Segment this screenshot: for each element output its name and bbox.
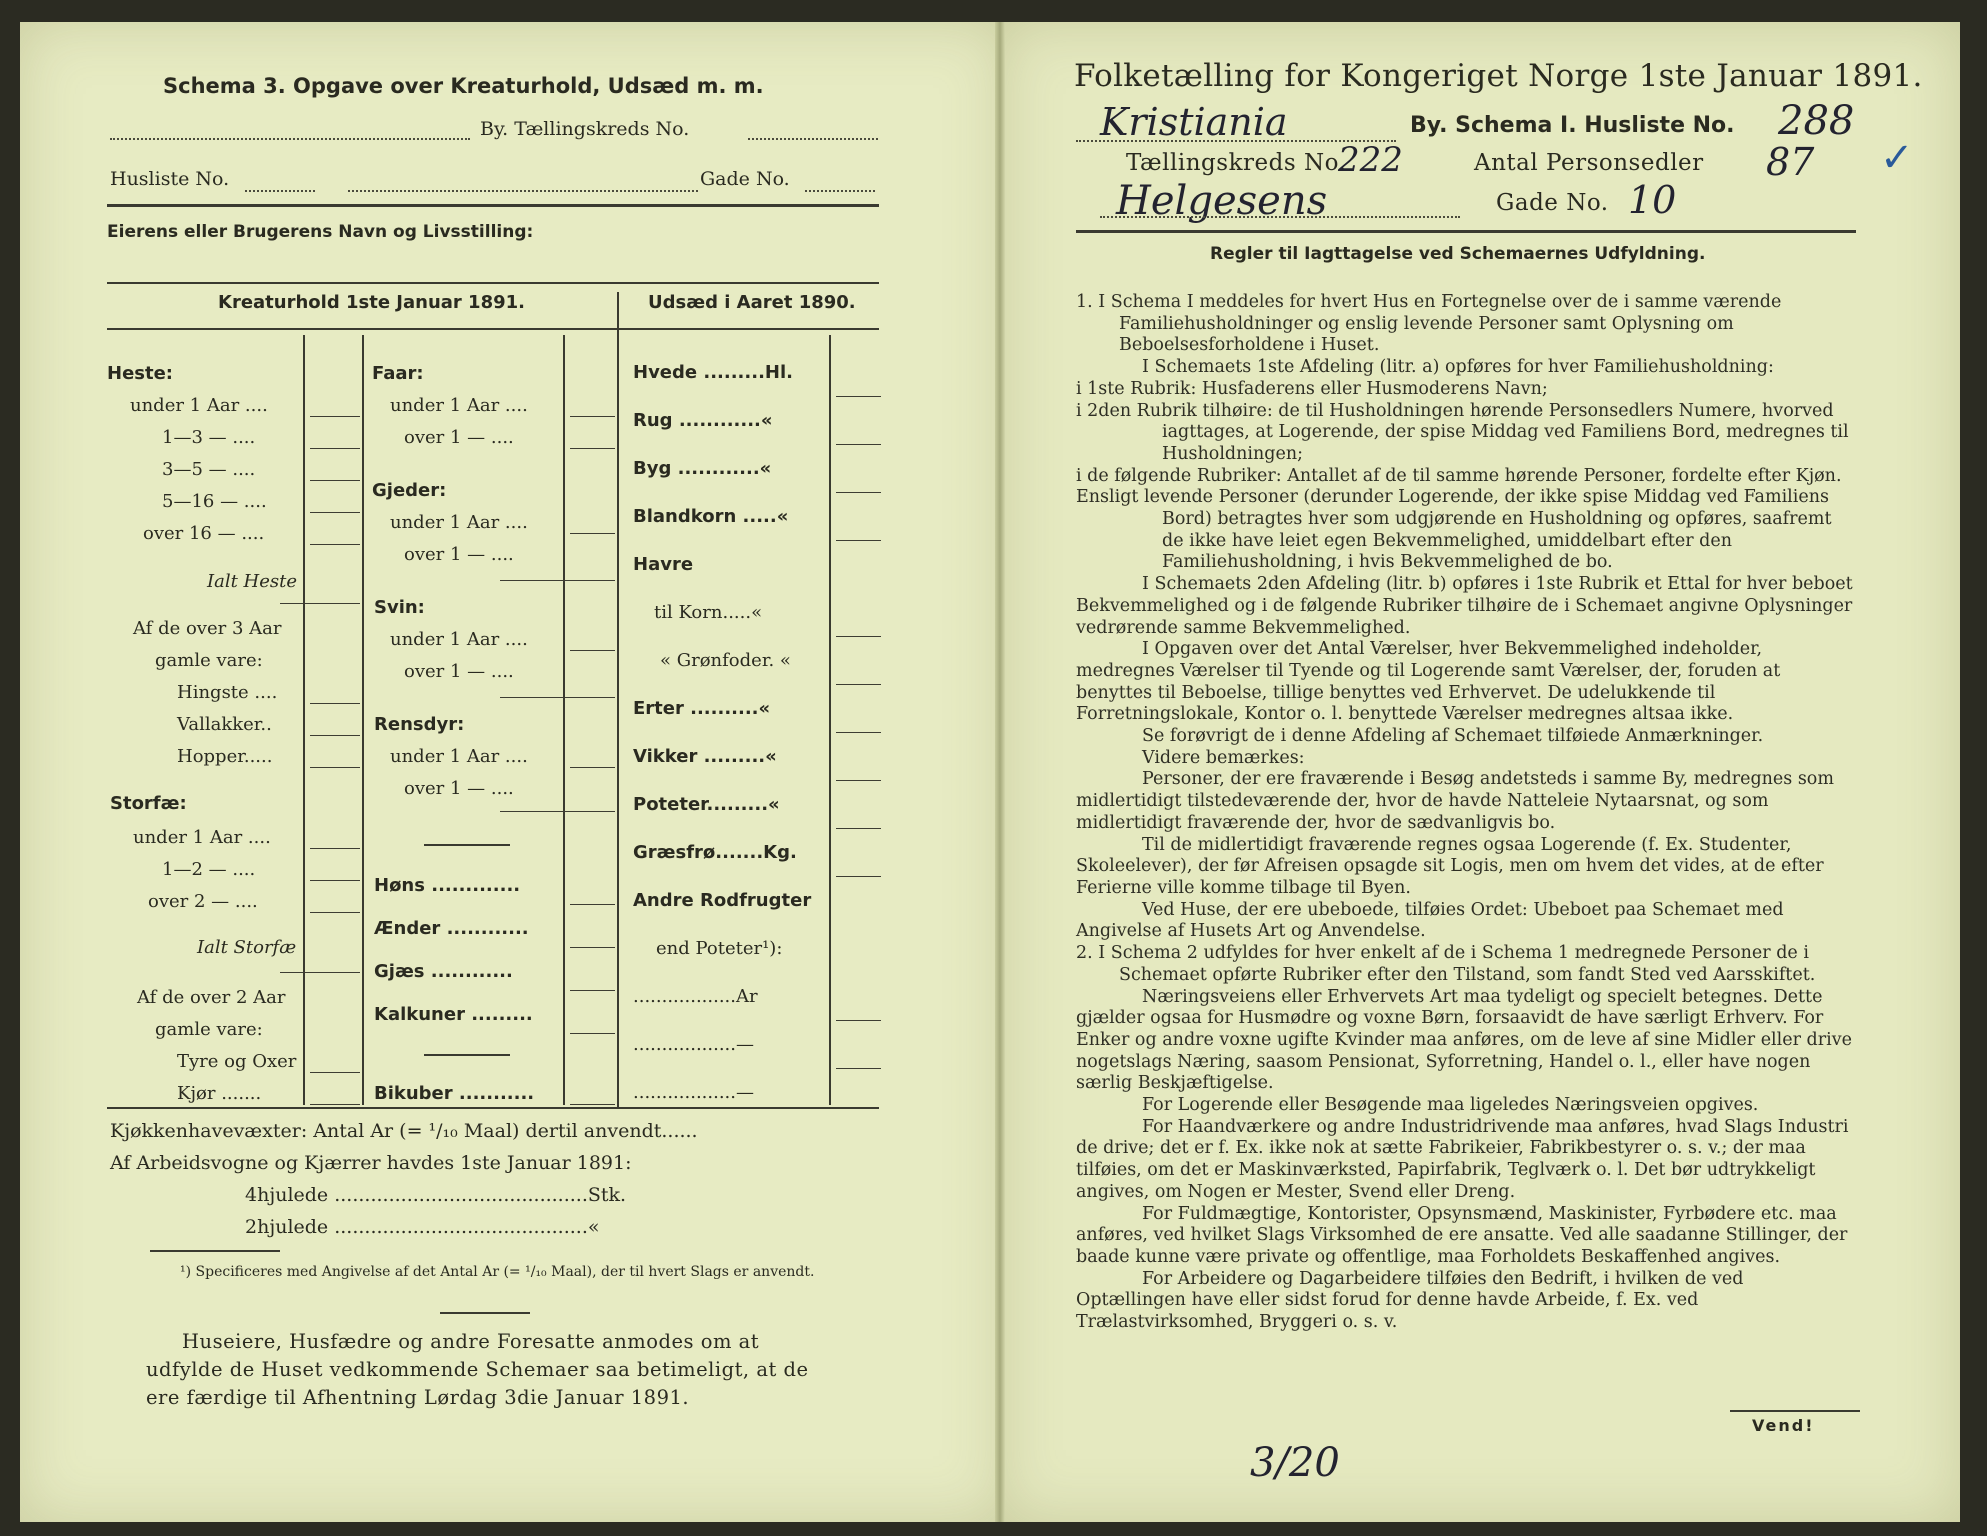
answer-blank (836, 492, 881, 493)
gadeno-label: Gade No. (1496, 190, 1609, 216)
rule-paragraph: Næringsveiens eller Erhvervets Art maa tydeligt og specielt betegnes. Dette gjælder ogsaa for Husmødre og voxne Børn, forsaavidt de have særligt Erhverv. For Enker og andre voxne ugifte Kvinder maa anføres, om de leve af sine Midler eller drive nogetslags Næring, saasom Pensionat, Syforretning, Handel o. l., eller have nogen særlig Beskjæftigelse. (1076, 986, 1852, 1094)
eier-label: Eierens eller Brugerens Navn og Livsstilling: (107, 222, 534, 242)
dash-line: ..................— (633, 1034, 754, 1055)
by-blank (110, 138, 470, 140)
answer-blank (310, 912, 360, 913)
taellingskreds-blank (748, 138, 878, 140)
answer-blank (570, 947, 615, 948)
husliste-blank (245, 190, 315, 192)
separator (440, 1312, 530, 1314)
rule-paragraph: For Haandværkere og andre Industridrivende maa anføres, hvad Slags Industri de drive; det er f. Ex. ikke nok at sætte Fabrikeier, Fabrikbestyrer o. s. v.; der maa tilføies, om det er Maskinværksted, Papirfabrik, Teglværk o. l. Det bør udtrykkeligt angives, om Nogen er Mester, Svend eller Dreng. (1076, 1116, 1849, 1202)
schema3-title: Schema 3. Opgave over Kreaturhold, Udsæd m. m. (163, 74, 764, 98)
rensdyr-row: over 1 — .... (404, 778, 514, 799)
end-poteter: end Poteter¹): (656, 938, 783, 959)
answer-blank (570, 904, 615, 905)
closing-line: ere færdige til Afhentning Lørdag 3die Januar 1891. (146, 1386, 690, 1409)
footnote-rule (150, 1250, 280, 1252)
closing-line: udfylde de Huset vedkommende Schemaer saa betimeligt, at de (146, 1358, 809, 1381)
table-bottom-rule (107, 1107, 879, 1109)
gamle-vare: gamle vare: (155, 650, 263, 671)
rensdyr-label: Rensdyr: (374, 714, 465, 735)
til-korn: til Korn.....« (654, 602, 763, 623)
answer-blank (310, 544, 360, 545)
answer-blank (836, 828, 881, 829)
hons: Høns ............. (374, 875, 521, 896)
handwritten-taellingskreds: 222 (1338, 140, 1403, 180)
census-title: Folketælling for Kongeriget Norge 1ste Januar 1891. (1074, 58, 1923, 94)
gronfoder: « Grønfoder. « (660, 650, 791, 671)
ialt-storfae: Ialt Storfæ (197, 937, 297, 958)
svin-row: under 1 Aar .... (390, 629, 528, 650)
andre-rodfrugter: Andre Rodfrugter (633, 890, 812, 911)
hvede: Hvede .........Hl. (633, 362, 793, 383)
answer-blank (570, 1104, 615, 1105)
answer-blank (836, 780, 881, 781)
hjul4: 4hjulede ..........................................Stk. (245, 1184, 627, 1206)
rule-paragraph: Se forøvrigt de i denne Afdeling af Schemaet tilføiede Anmærkninger. (1142, 726, 1764, 747)
answer-blank (570, 650, 615, 651)
gade-blank (1100, 216, 1460, 218)
answer-blank (310, 767, 360, 768)
af-over-2: Af de over 2 Aar (137, 987, 286, 1008)
table-top-rule (107, 282, 879, 284)
rule-paragraph: Personer, der ere fraværende i Besøg andetsteds i samme By, medregnes som midlertidigt tilstedeværende der, hvor de havde Natteleie Nytaarsnat, og som midlertidigt fraværende der, hvor de sædvanligvis bo. (1076, 769, 1834, 833)
rensdyr-row: under 1 Aar .... (390, 746, 528, 767)
hingste: Hingste .... (177, 682, 278, 703)
heste-row: 3—5 — .... (162, 459, 256, 480)
handwritten-bottom: 3/20 (1250, 1440, 1340, 1486)
vend-rule (1730, 1410, 1860, 1412)
answer-blank (836, 684, 881, 685)
heste-row: 5—16 — .... (162, 491, 267, 512)
left-page (20, 22, 1005, 1522)
gadeno-blank (805, 190, 875, 192)
heste-row: over 16 — .... (143, 523, 265, 544)
vikker: Vikker .........« (633, 746, 777, 767)
hopper: Hopper..... (177, 746, 273, 767)
answer-blank (310, 448, 360, 449)
answer-blank (836, 1020, 881, 1021)
answer-blank (310, 512, 360, 513)
gjaes: Gjæs ............ (374, 961, 513, 982)
tyre-og-oxer: Tyre og Oxer (177, 1051, 297, 1072)
ar-line: ..................Ar (633, 986, 758, 1007)
header-bottom-rule (107, 328, 879, 330)
regler-title: Regler til Iagttagelse ved Schemaernes Udfyldning. (1210, 244, 1706, 264)
by-label: By. Tællingskreds No. (480, 118, 690, 140)
rule-paragraph: 1. I Schema I meddeles for hvert Hus en Fortegnelse over de i samme værende Familiehusholdninger og enslig levende Personer samt Oplysning om Beboelsesforholdene i Huset. (1076, 292, 1782, 356)
answer-blank (836, 636, 881, 637)
answer-blank (500, 697, 615, 698)
gjeder-row: under 1 Aar .... (390, 512, 528, 533)
heste-label: Heste: (107, 363, 173, 384)
rule-paragraph: For Fuldmægtige, Kontorister, Opsynsmænd, Maskinister, Fyrbødere etc. maa anføres, ved hvilket Slags Virksomhed de ere ansatte. Ved alle saadanne Stillinger, der baade kunne være private og offentlige, maa Forholdets Beskaffenhed angives. (1076, 1203, 1848, 1267)
heste-row: 1—3 — .... (162, 427, 256, 448)
faar-label: Faar: (372, 363, 424, 384)
rule-paragraph: Til de midlertidigt fraværende regnes ogsaa Logerende (f. Ex. Studenter, Skoleelever), der før Afreisen opsagde sit Logis, men om hvem det vides, at de efter Ferierne ville komme tilbage til Byen. (1076, 834, 1824, 898)
storfae-row: over 2 — .... (148, 891, 258, 912)
answer-blank (836, 540, 881, 541)
answer-blank (310, 1104, 360, 1105)
gade-blank (348, 190, 698, 192)
col3-line (829, 335, 831, 1105)
graesfro: Græsfrø.......Kg. (633, 842, 797, 863)
handwritten-city: Kristiania (1100, 100, 1288, 144)
answer-blank (570, 990, 615, 991)
faar-row: over 1 — .... (404, 427, 514, 448)
rule-paragraph: i de følgende Rubriker: Antallet af de til samme hørende Personer, fordelte efter Kjøn. (1076, 465, 1842, 486)
udsaed-header: Udsæd i Aaret 1890. (648, 292, 856, 313)
rule-paragraph: Ensligt levende Personer (derunder Logerende, der ikke spise Middag ved Familiens Bord) betragtes hver som udgjørende en Husholdning og opføres, saafremt de ikke have leiet egen Bekvemmelighed, umiddelbart efter den Familiehusholdning, i hvis Bekvemmelighed de bo. (1076, 487, 1832, 573)
answer-blank (570, 448, 615, 449)
rule-paragraph: 2. I Schema 2 udfyldes for hver enkelt af de i Schema 1 medregnede Personer de i Schemaet opførte Rubriker efter den Tilstand, som fandt Sted ved Aarsskiftet. (1076, 943, 1816, 985)
rule-paragraph: Ved Huse, der ere ubeboede, tilføies Ordet: Ubeboet paa Schemaet med Angivelse af Husets Art og Anvendelse. (1076, 899, 1784, 942)
gjeder-row: over 1 — .... (404, 544, 514, 565)
vend-label: Vend! (1752, 1416, 1815, 1435)
poteter: Poteter.........« (633, 794, 780, 815)
right-header-rule (1076, 230, 1856, 233)
byg: Byg ............« (633, 458, 772, 479)
answer-blank (310, 1072, 360, 1073)
bikuber: Bikuber ........... (374, 1083, 535, 1104)
rule-paragraph: Videre bemærkes: (1142, 747, 1305, 768)
answer-blank (570, 533, 615, 534)
rule-paragraph: i 1ste Rubrik: Husfaderens eller Husmoderens Navn; (1076, 378, 1548, 399)
header-rule (107, 204, 879, 207)
kjokkenhave: Kjøkkenhavevæxter: Antal Ar (= ¹/₁₀ Maal) dertil anvendt...... (110, 1120, 698, 1142)
rule-paragraph: For Arbeidere og Dagarbeidere tilføies den Bedrift, i hvilken de ved Optællingen have eller sidst forud for denne havde Arbeide, f. Ex. ved Trælastvirksomhed, Bryggeri o. s. v. (1076, 1268, 1744, 1333)
rules-body (1076, 292, 1856, 1334)
answer-blank (310, 848, 360, 849)
schema1-label: By. Schema I. Husliste No. (1410, 113, 1735, 138)
col1-line (303, 335, 305, 1105)
answer-blank (310, 416, 360, 417)
page-fold (995, 22, 1005, 1522)
husliste-label: Husliste No. (110, 168, 230, 190)
col2-line (563, 335, 565, 1105)
answer-blank (310, 480, 360, 481)
ialt-heste: Ialt Heste (207, 571, 298, 592)
rule-paragraph: I Schemaets 1ste Afdeling (litr. a) opføres for hver Familiehusholdning: (1142, 357, 1774, 378)
answer-blank (836, 396, 881, 397)
handwritten-gade: Helgesens (1116, 178, 1328, 224)
svin-row: over 1 — .... (404, 661, 514, 682)
dash-line: ..................— (633, 1082, 754, 1103)
answer-blank (310, 735, 360, 736)
kjor: Kjør ....... (177, 1083, 262, 1104)
storfae-label: Storfæ: (110, 793, 187, 814)
answer-blank (280, 972, 360, 973)
kreatur-header: Kreaturhold 1ste Januar 1891. (218, 292, 525, 313)
answer-blank (500, 811, 615, 812)
separator (424, 844, 510, 846)
answer-blank (310, 703, 360, 704)
storfae-row: under 1 Aar .... (133, 827, 271, 848)
handwritten-antal: 87 (1766, 140, 1815, 184)
vallakker: Vallakker.. (177, 714, 272, 735)
hjul2: 2hjulede ..........................................« (245, 1216, 600, 1238)
answer-blank (570, 767, 615, 768)
separator (424, 1054, 510, 1056)
answer-blank (570, 416, 615, 417)
blandkorn: Blandkorn .....« (633, 506, 789, 527)
rule-paragraph: I Opgaven over det Antal Værelser, hver Bekvemmelighed indeholder, medregnes Værelser til Tyende og til Logerende samt Værelser, der, foruden at benyttes til Beboelse, tillige benyttes ved Erhvervet. De udelukkende til Forretningslokale, Kontor o. l. benyttede Værelser medregnes altsaa ikke. (1076, 639, 1781, 725)
handwritten-gadeno: 10 (1628, 178, 1677, 222)
af-over-3: Af de over 3 Aar (133, 618, 282, 639)
gade-label: Gade No. (700, 168, 790, 190)
rug: Rug ............« (633, 410, 773, 431)
closing-line: Huseiere, Husfædre og andre Foresatte anmodes om at (182, 1330, 760, 1353)
heste-row: under 1 Aar .... (130, 395, 268, 416)
answer-blank (280, 603, 360, 604)
check-icon: ✓ (1880, 135, 1914, 181)
taellingskreds-label: Tællingskreds No. (1126, 150, 1347, 176)
erter: Erter ..........« (633, 698, 771, 719)
footnote: ¹) Specificeres med Angivelse af det Antal Ar (= ¹/₁₀ Maal), der til hvert Slags er anvendt. (180, 1264, 815, 1280)
storfae-row: 1—2 — .... (162, 859, 256, 880)
antal-label: Antal Personsedler (1474, 150, 1704, 176)
answer-blank (836, 444, 881, 445)
answer-blank (570, 1033, 615, 1034)
answer-blank (836, 732, 881, 733)
arbeidsvogne: Af Arbeidsvogne og Kjærrer havdes 1ste Januar 1891: (110, 1152, 632, 1174)
kalkuner: Kalkuner ......... (374, 1004, 533, 1025)
answer-blank (500, 580, 615, 581)
faar-row: under 1 Aar .... (390, 395, 528, 416)
col-divider-main (617, 292, 619, 1107)
rule-paragraph: For Logerende eller Besøgende maa ligeledes Næringsveien opgives. (1142, 1095, 1759, 1116)
aender: Ænder ............ (374, 918, 529, 939)
rule-paragraph: I Schemaets 2den Afdeling (litr. b) opføres i 1ste Rubrik et Ettal for hver beboet Bekvemmelighed og i de følgende Rubriker tilhøire de i Schemaet angivne Oplysninger vedrørende samme Bekvemmelighed. (1076, 574, 1853, 638)
havre: Havre (633, 554, 694, 575)
rule-paragraph: i 2den Rubrik tilhøire: de til Husholdningen hørende Personsedlers Numere, hvorved iagttages, at Logerende, der spise Middag ved Familiens Bord, medregnes til Husholdningen; (1076, 400, 1849, 464)
answer-blank (836, 876, 881, 877)
svin-label: Svin: (374, 597, 425, 618)
gjeder-label: Gjeder: (372, 480, 447, 501)
handwritten-husliste: 288 (1778, 98, 1855, 144)
answer-blank (836, 1068, 881, 1069)
gamle-vare-2: gamle vare: (155, 1019, 263, 1040)
col1-value-line (362, 335, 364, 1105)
answer-blank (310, 880, 360, 881)
